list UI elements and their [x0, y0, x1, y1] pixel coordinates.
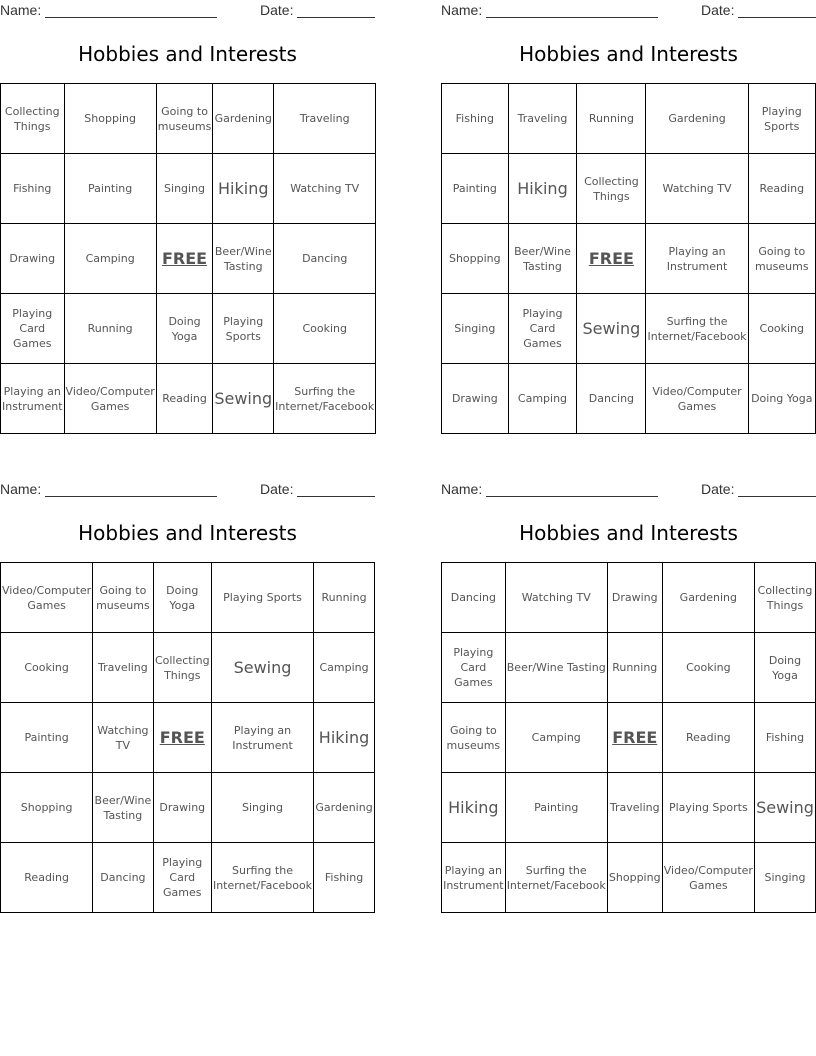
bingo-cell: [754, 563, 815, 633]
bingo-cell: [577, 294, 646, 364]
cell-label: Watching TV: [97, 723, 149, 752]
bingo-cell: [505, 843, 607, 913]
name-date-row: [441, 479, 816, 501]
grid-row: [442, 563, 816, 633]
bingo-cell: [442, 563, 506, 633]
cell-label: Surfing the Internet/Facebook: [212, 863, 313, 892]
bingo-cell: [508, 154, 577, 224]
bingo-cell: [213, 154, 274, 224]
cell-label: Sewing: [582, 319, 641, 338]
cell-label: Painting: [24, 731, 69, 744]
bingo-cell: [153, 843, 211, 913]
bingo-cell: [213, 294, 274, 364]
bingo-cell: [211, 703, 313, 773]
date-label: Date:: [701, 481, 735, 497]
cell-label: Drawing: [451, 392, 498, 405]
cell-label: Playing Sports: [223, 591, 302, 604]
cell-label: Hiking: [448, 798, 499, 817]
bingo-cell: [153, 563, 211, 633]
cell-label: Cooking: [24, 661, 69, 674]
date-label: Date:: [260, 481, 294, 497]
bingo-cell: [442, 703, 506, 773]
name-line: [486, 17, 658, 18]
grid-row: [442, 703, 816, 773]
cell-label: Cooking: [302, 322, 347, 335]
name-date-row: [441, 0, 816, 22]
cell-label: Running: [612, 661, 658, 674]
bingo-cell: [314, 703, 375, 773]
bingo-cell: [754, 843, 815, 913]
bingo-cell: [505, 563, 607, 633]
cell-label: Dancing: [100, 871, 146, 884]
name-date-row: [0, 479, 375, 501]
date-line: [297, 17, 375, 18]
cell-label: Painting: [88, 182, 133, 195]
name-line: [45, 496, 217, 497]
cell-label: Playing Card Games: [522, 307, 563, 350]
bingo-cell: [1, 224, 65, 294]
cell-label: Sewing: [233, 658, 292, 677]
cell-label: Playing Card Games: [12, 307, 53, 350]
cell-label: Reading: [686, 731, 731, 744]
cell-label: Going to museums: [96, 583, 150, 612]
cell-label: Traveling: [98, 661, 148, 674]
cell-label: Dancing: [450, 591, 496, 604]
bingo-cell: [211, 773, 313, 843]
bingo-cell: [577, 154, 646, 224]
cell-label: Playing an Instrument: [2, 384, 63, 413]
date-line: [297, 496, 375, 497]
cell-label: Video/Computer Games: [2, 583, 92, 612]
name-label: Name:: [441, 2, 483, 18]
grid-row: [442, 773, 816, 843]
cell-label: Hiking: [517, 179, 568, 198]
free-space: [577, 224, 646, 294]
cell-label: Shopping: [84, 112, 136, 125]
bingo-cell: [1, 633, 93, 703]
grid-row: [1, 224, 376, 294]
bingo-cell: [662, 563, 754, 633]
grid-row: [1, 633, 375, 703]
grid-row: [1, 294, 376, 364]
name-label: Name:: [0, 481, 42, 497]
cell-label: Video/Computer Games: [652, 384, 742, 413]
bingo-cell: [274, 84, 376, 154]
bingo-cell: [508, 294, 577, 364]
cell-label: Watching TV: [521, 591, 591, 604]
bingo-cell: [211, 843, 313, 913]
bingo-cell: [607, 843, 662, 913]
cell-label: Shopping: [20, 801, 73, 814]
bingo-cell: [1, 84, 65, 154]
cell-label: Doing Yoga: [166, 583, 199, 612]
bingo-cell: [211, 633, 313, 703]
grid-row: [1, 563, 375, 633]
bingo-cell: [607, 633, 662, 703]
bingo-cell: [314, 563, 375, 633]
name-line: [486, 496, 658, 497]
bingo-cell: [646, 84, 748, 154]
cell-label: Gardening: [668, 112, 726, 125]
cell-label: Collecting Things: [757, 583, 813, 612]
cell-label: FREE: [161, 249, 208, 268]
bingo-cell: [748, 154, 815, 224]
bingo-cell: [274, 364, 376, 434]
grid-row: [442, 154, 816, 224]
free-space: [153, 703, 211, 773]
bingo-grid: [0, 83, 376, 434]
bingo-cell: [93, 843, 153, 913]
bingo-cell: [607, 563, 662, 633]
bingo-grid: [441, 562, 816, 913]
card-title: Hobbies and Interests: [519, 42, 738, 66]
cell-label: Cooking: [686, 661, 731, 674]
cell-label: Playing Sports: [223, 314, 264, 343]
bingo-cell: [748, 294, 815, 364]
cell-label: Watching TV: [662, 182, 732, 195]
cell-label: Shopping: [448, 252, 501, 265]
cell-label: Video/Computer Games: [65, 384, 155, 413]
cell-label: Traveling: [609, 801, 660, 814]
card-title: Hobbies and Interests: [78, 521, 297, 545]
bingo-cell: [505, 703, 607, 773]
grid-row: [442, 364, 816, 434]
bingo-cell: [156, 294, 213, 364]
bingo-cell: [1, 364, 65, 434]
cell-label: Singing: [242, 801, 284, 814]
cell-label: Dancing: [588, 392, 635, 405]
bingo-cell: [662, 703, 754, 773]
bingo-cell: [748, 224, 815, 294]
bingo-cell: [314, 773, 375, 843]
cell-label: Collecting Things: [4, 104, 60, 133]
date-line: [738, 17, 816, 18]
bingo-cell: [314, 843, 375, 913]
cell-label: Sewing: [214, 389, 273, 408]
bingo-cell: [442, 843, 506, 913]
cell-label: Running: [87, 322, 133, 335]
bingo-cell: [93, 703, 153, 773]
cell-label: Hiking: [218, 179, 269, 198]
name-label: Name:: [0, 2, 42, 18]
cell-label: FREE: [159, 728, 205, 747]
bingo-cell: [153, 773, 211, 843]
bingo-cell: [64, 224, 156, 294]
cell-label: Dancing: [302, 252, 348, 265]
cell-label: Drawing: [159, 801, 206, 814]
bingo-cell: [1, 154, 65, 224]
bingo-cell: [156, 364, 213, 434]
bingo-cell: [442, 294, 509, 364]
card-title: Hobbies and Interests: [78, 42, 297, 66]
grid-row: [442, 294, 816, 364]
grid-row: [1, 843, 375, 913]
bingo-cell: [646, 154, 748, 224]
bingo-cell: [646, 224, 748, 294]
bingo-cell: [577, 364, 646, 434]
bingo-cell: [646, 294, 748, 364]
cell-label: Camping: [85, 252, 135, 265]
bingo-cell: [748, 84, 815, 154]
cell-label: Playing Card Games: [162, 856, 203, 899]
cell-label: Doing Yoga: [168, 314, 201, 343]
bingo-cell: [1, 703, 93, 773]
cell-label: Traveling: [517, 112, 568, 125]
cell-label: Gardening: [679, 591, 737, 604]
bingo-cell: [1, 773, 93, 843]
bingo-cell: [213, 224, 274, 294]
bingo-cell: [662, 843, 754, 913]
cell-label: Playing an Instrument: [443, 863, 504, 892]
bingo-cell: [508, 224, 577, 294]
bingo-cell: [156, 84, 213, 154]
bingo-cell: [153, 633, 211, 703]
cell-label: Singing: [164, 182, 206, 195]
cell-label: Beer/Wine Tasting: [94, 793, 152, 822]
bingo-cell: [754, 633, 815, 703]
bingo-cell: [213, 364, 274, 434]
bingo-cell: [1, 294, 65, 364]
bingo-cell: [754, 703, 815, 773]
date-label: Date:: [701, 2, 735, 18]
cell-label: Fishing: [765, 731, 805, 744]
cell-label: Hiking: [318, 728, 370, 747]
bingo-cell: [274, 154, 376, 224]
cell-label: Drawing: [9, 252, 56, 265]
cell-label: Video/Computer Games: [663, 863, 753, 892]
bingo-cell: [508, 84, 577, 154]
cell-label: Surfing the Internet/Facebook: [275, 384, 375, 413]
name-line: [45, 17, 217, 18]
bingo-cell: [748, 364, 815, 434]
bingo-cell: [662, 633, 754, 703]
bingo-cell: [64, 364, 156, 434]
cell-label: Fishing: [455, 112, 494, 125]
grid-row: [442, 633, 816, 703]
bingo-cell: [274, 294, 376, 364]
bingo-grid: [0, 562, 375, 913]
cell-label: Surfing the Internet/Facebook: [506, 863, 606, 892]
grid-row: [1, 84, 376, 154]
bingo-cell: [274, 224, 376, 294]
cell-label: Playing Sports: [668, 801, 748, 814]
bingo-cell: [64, 154, 156, 224]
bingo-cell: [646, 364, 748, 434]
cell-label: Sewing: [756, 798, 814, 817]
free-space: [607, 703, 662, 773]
cell-label: Playing Sports: [761, 104, 802, 133]
grid-row: [1, 703, 375, 773]
cell-label: Playing Card Games: [453, 646, 494, 689]
cell-label: Drawing: [611, 591, 658, 604]
cell-label: Going to museums: [446, 723, 501, 752]
cell-label: Playing an Instrument: [666, 244, 728, 273]
bingo-cell: [1, 843, 93, 913]
cell-label: Singing: [454, 322, 496, 335]
cell-label: Doing Yoga: [751, 392, 813, 405]
name-date-row: [0, 0, 375, 22]
bingo-cell: [505, 633, 607, 703]
bingo-cell: [1, 563, 93, 633]
cell-label: Gardening: [315, 801, 373, 814]
name-label: Name:: [441, 481, 483, 497]
bingo-cell: [64, 84, 156, 154]
date-line: [738, 496, 816, 497]
cell-label: Going to museums: [754, 244, 809, 273]
bingo-cell: [442, 224, 509, 294]
cell-label: Playing an Instrument: [232, 723, 293, 752]
cell-label: Fishing: [13, 182, 52, 195]
bingo-cell: [64, 294, 156, 364]
cell-label: Beer/Wine Tasting: [514, 244, 571, 273]
cell-label: Reading: [162, 392, 207, 405]
cell-label: Fishing: [324, 871, 364, 884]
cell-label: Painting: [534, 801, 579, 814]
bingo-cell: [508, 364, 577, 434]
bingo-cell: [442, 633, 506, 703]
cell-label: Collecting Things: [154, 653, 210, 682]
cell-label: Traveling: [299, 112, 350, 125]
cell-label: Watching TV: [290, 182, 360, 195]
grid-row: [442, 224, 816, 294]
grid-row: [442, 84, 816, 154]
cell-label: Doing Yoga: [768, 653, 802, 682]
cell-label: Reading: [759, 182, 805, 195]
bingo-cell: [314, 633, 375, 703]
bingo-cell: [442, 773, 506, 843]
cell-label: Running: [321, 591, 367, 604]
cell-label: FREE: [588, 249, 634, 268]
bingo-cell: [442, 84, 509, 154]
cell-label: Reading: [24, 871, 69, 884]
bingo-cell: [93, 563, 153, 633]
bingo-cell: [505, 773, 607, 843]
cell-label: Beer/Wine Tasting: [214, 244, 272, 273]
bingo-cell: [211, 563, 313, 633]
cell-label: Shopping: [608, 871, 661, 884]
bingo-cell: [213, 84, 274, 154]
bingo-cell: [442, 364, 509, 434]
bingo-cell: [607, 773, 662, 843]
cell-label: Running: [588, 112, 634, 125]
card-title: Hobbies and Interests: [519, 521, 738, 545]
grid-row: [442, 843, 816, 913]
cell-label: Beer/Wine Tasting: [506, 661, 606, 674]
cell-label: Gardening: [214, 112, 272, 125]
bingo-cell: [156, 154, 213, 224]
cell-label: Camping: [517, 392, 568, 405]
bingo-cell: [93, 633, 153, 703]
bingo-cell: [442, 154, 509, 224]
cell-label: FREE: [612, 728, 658, 747]
bingo-cell: [754, 773, 815, 843]
cell-label: Singing: [764, 871, 806, 884]
bingo-grid: [441, 83, 816, 434]
bingo-cell: [93, 773, 153, 843]
cell-label: Surfing the Internet/Facebook: [647, 314, 747, 343]
date-label: Date:: [260, 2, 294, 18]
cell-label: Camping: [531, 731, 581, 744]
cell-label: Camping: [319, 661, 369, 674]
bingo-cell: [662, 773, 754, 843]
bingo-cell: [577, 84, 646, 154]
grid-row: [1, 773, 375, 843]
grid-row: [1, 364, 376, 434]
free-space: [156, 224, 213, 294]
cell-label: Collecting Things: [584, 174, 639, 203]
cell-label: Going to museums: [157, 104, 212, 133]
cell-label: Painting: [452, 182, 497, 195]
cell-label: Cooking: [759, 322, 805, 335]
grid-row: [1, 154, 376, 224]
